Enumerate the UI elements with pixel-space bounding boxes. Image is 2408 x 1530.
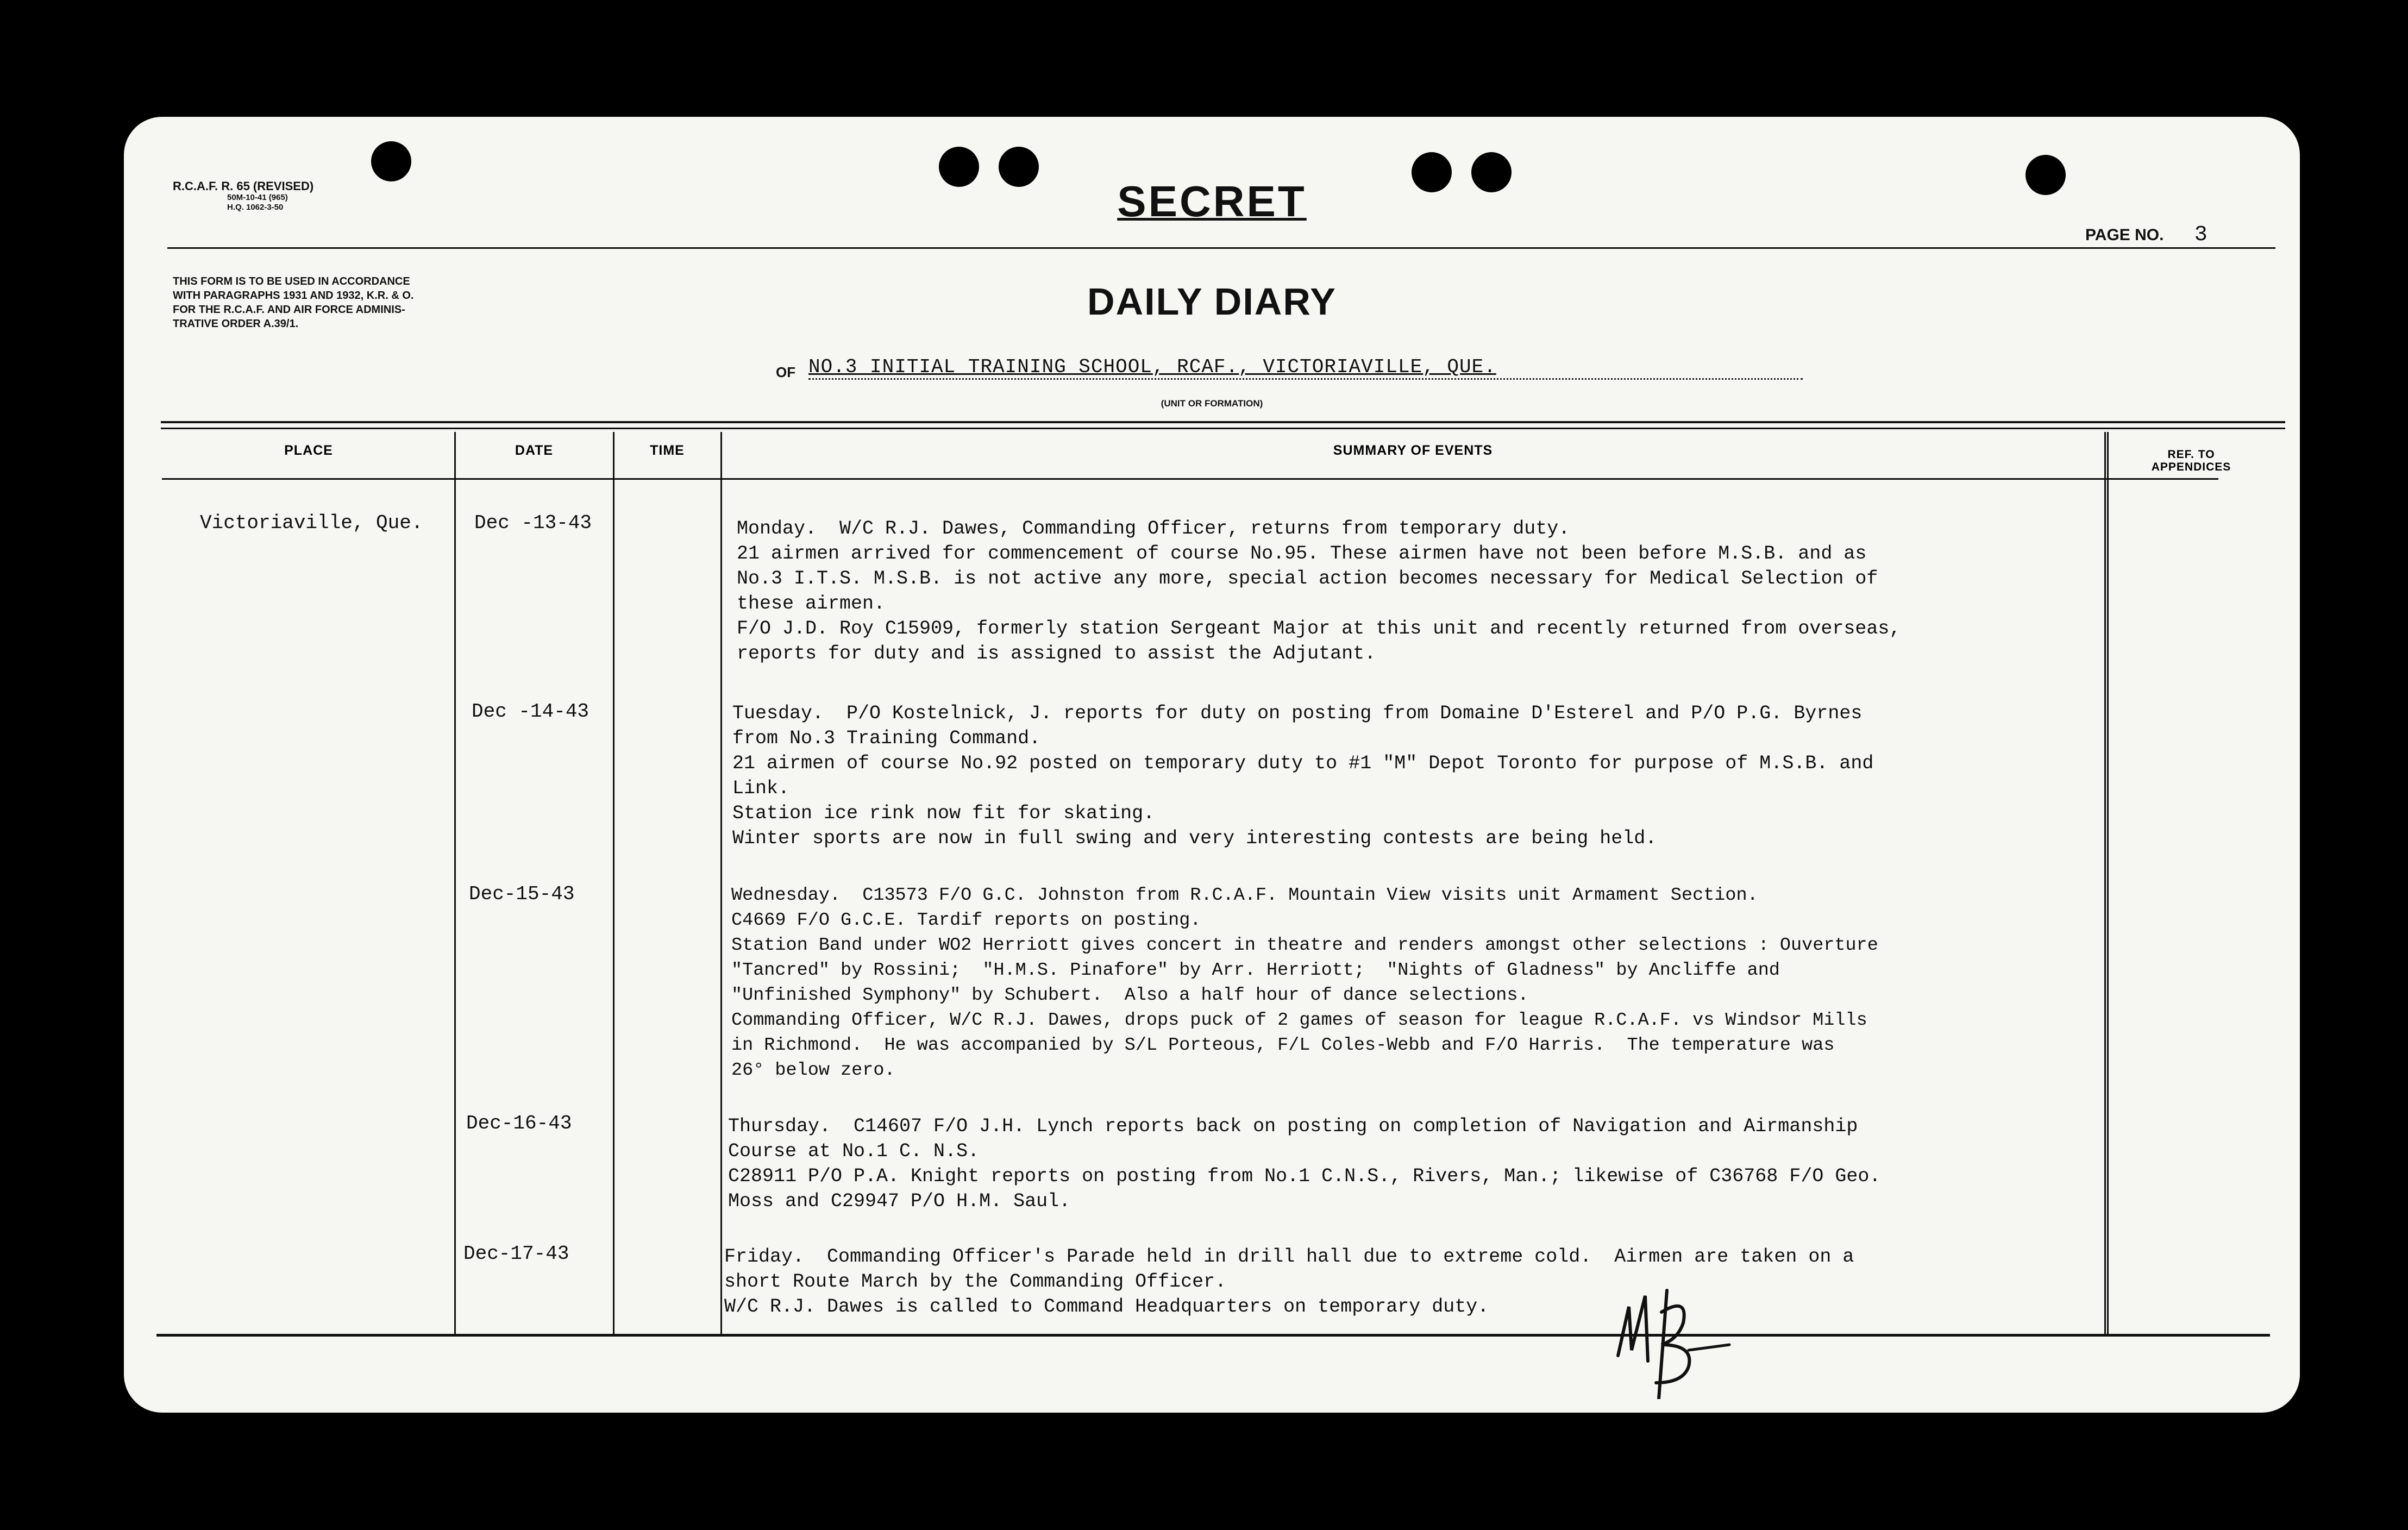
of-label: OF — [776, 364, 796, 380]
unit-caption: (UNIT OR FORMATION) — [1161, 398, 1263, 409]
unit-name: NO.3 INITIAL TRAINING SCHOOL, RCAF., VICTORIAVILLE, QUE. — [808, 356, 1803, 380]
classification-heading: SECRET — [1117, 177, 1307, 225]
entry-date: Dec-15-43 — [469, 883, 575, 905]
entry-date: Dec -13-43 — [474, 512, 592, 534]
column-divider — [2104, 432, 2106, 1334]
entry-text: Tuesday. P/O Kostelnick, J. reports for duty on posting from Domaine D'Esterel and P/O P.G. Byrnes from No.3 Training Command. 21 airmen of course No.92 posted on temporary duty to #1 "M" Depot Toronto for purpose of M.S.B. and Link. Station ice rink now fit for skating. Winter sports are now in full swing and very interesting contests are being held. — [732, 703, 1874, 849]
entry-text: Wednesday. C13573 F/O G.C. Johnston from R.C.A.F. Mountain View visits unit Armament Section. C4669 F/O G.C.E. Tardif reports on posting. Station Band under WO2 Herriott gives concert in theatre and renders amongst other selections : Ouverture "Tancred" by Rossini; "H.M.S. Pinafore" by Arr. Herriott; "Nights of Gladness" by Ancliffe and "Unfinished Symphony" by Schubert. Also a half hour of dance selections. Commanding Officer, W/C R.J. Dawes, drops puck of 2 games of season for league R.C.A.F. vs Windsor Mills in Richmond. He was accompanied by S/L Porteous, F/L Coles-Webb and F/O Harris. The temperature was 26° below zero. — [731, 885, 1878, 1081]
column-header-time: TIME — [650, 443, 685, 458]
table-top-rule — [161, 421, 2285, 423]
column-divider — [454, 432, 456, 1334]
column-header-date: DATE — [515, 443, 554, 458]
header-bottom-rule — [162, 478, 2218, 480]
entry-text: Monday. W/C R.J. Dawes, Commanding Officer, returns from temporary duty. 21 airmen arrived for commencement of course No.95. These airmen have not been before M.S.B. and as No.3 I.T.S. M.S.B. is not active any more, special action becomes necessary for Medical Selection of these airmen. F/O J.D. Roy C15909, formerly station Sergeant Major at this unit and recently returned from overseas, reports for duty and is assigned to assist the Adjutant. — [737, 518, 1901, 664]
entry-text: Thursday. C14607 F/O J.H. Lynch reports back on posting on completion of Navigation and Airmanship Course at No.1 C. N.S. C28911 P/O P.A. Knight reports on posting from No.1 C.N.S., Rivers, Man.; likewise of C36768 F/O Geo. Moss and C29947 P/O H.M. Saul. — [728, 1115, 1881, 1212]
page-title: DAILY DIARY — [1087, 280, 1337, 323]
table-bottom-rule — [156, 1334, 2270, 1337]
place-cell: Victoriaville, Que. — [200, 512, 423, 534]
column-divider — [2107, 432, 2109, 1334]
entry-date: Dec-16-43 — [466, 1112, 572, 1134]
column-header-ref: REF. TO APPENDICES — [2151, 448, 2231, 474]
column-divider — [720, 432, 722, 1334]
diary-form — [124, 117, 2300, 1413]
page-number-value: 3 — [2168, 223, 2234, 248]
form-code-line: 50M-10-41 (965) — [227, 193, 288, 203]
form-notice: THIS FORM IS TO BE USED IN ACCORDANCE WITH PARAGRAPHS 1931 AND 1932, K.R. & O. FOR THE R.C.A.F. AND AIR FORCE ADMINIS- TRATIVE ORDER A.39/1. — [173, 275, 414, 330]
punch-hole — [371, 141, 411, 181]
signature-initials — [1607, 1274, 1732, 1399]
column-divider — [613, 432, 614, 1334]
column-header-summary: SUMMARY OF EVENTS — [1333, 443, 1493, 458]
page-number — [2085, 223, 2234, 248]
entry-text: Friday. Commanding Officer's Parade held in drill hall due to extreme cold. Airmen are taken on a short Route March by the Commanding Officer. W/C R.J. Dawes is called to Command Headquarters on temporary duty. — [724, 1246, 1854, 1318]
column-header-place: PLACE — [284, 443, 333, 458]
form-code-line: H.Q. 1062-3-50 — [227, 202, 284, 212]
form-code-line: R.C.A.F. R. 65 (REVISED) — [173, 179, 314, 193]
header-rule — [167, 247, 2275, 249]
entry-date: Dec -14-43 — [472, 700, 590, 723]
page-number-label: PAGE NO. — [2085, 226, 2164, 244]
entry-date: Dec-17-43 — [463, 1243, 569, 1265]
table-top-rule — [161, 428, 2285, 429]
